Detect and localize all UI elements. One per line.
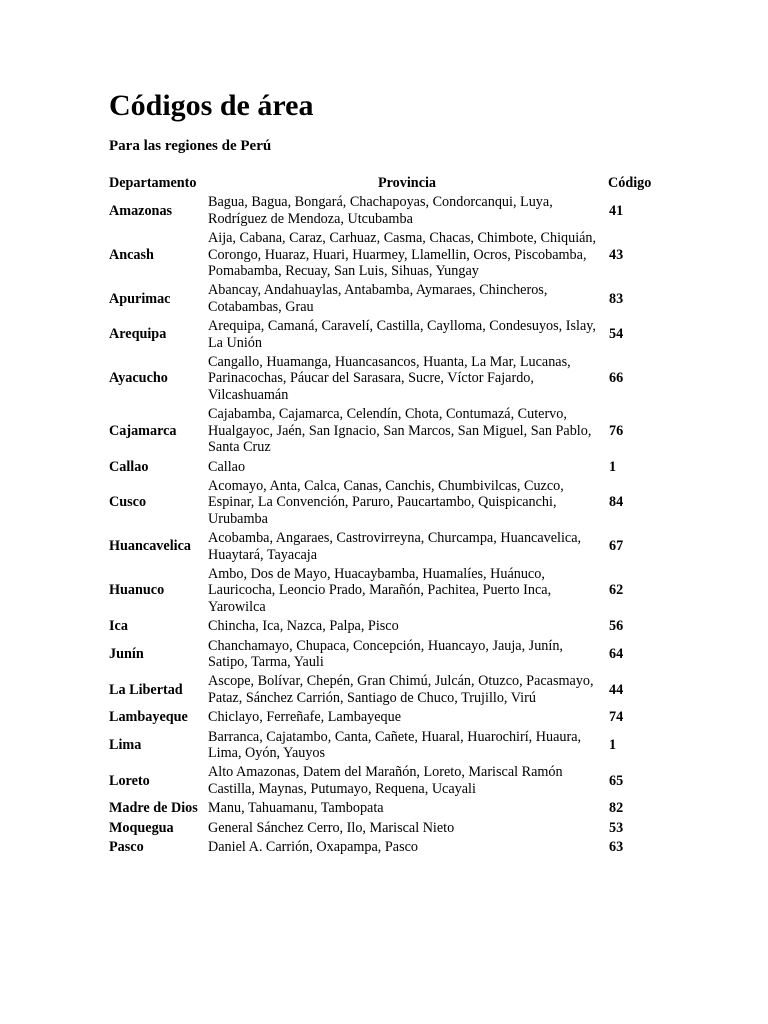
table-row [107,317,662,353]
codigo-cell: 64 [609,645,624,662]
provincia-cell: Bagua, Bagua, Bongará, Chachapoyas, Condorcanqui, Luya, Rodríguez de Mendoza, Utcubamba [208,194,553,227]
header-provincia: Provincia [377,175,437,191]
departamento-cell: Arequipa [109,326,167,343]
codigo-cell: 43 [609,246,624,263]
page-subtitle: Para las regiones de Perú [109,138,272,154]
departamento-cell: Loreto [109,772,150,789]
provincia-cell: Daniel A. Carrión, Oxapampa, Pasco [208,839,418,856]
table-row [107,637,662,673]
departamento-cell: Ica [109,618,128,635]
codigo-cell: 74 [609,709,624,726]
departamento-cell: Huancavelica [109,538,191,555]
table-header-row [107,174,662,193]
departamento-cell: Huanuco [109,582,165,599]
departamento-cell: Cajamarca [109,422,177,439]
table-row [107,529,662,565]
provincia-cell: Chincha, Ica, Nazca, Palpa, Pisco [208,618,399,635]
provincia-cell: Ambo, Dos de Mayo, Huacaybamba, Huamalíes, Huánuco, Lauricocha, Leoncio Prado, Marañón, Pachitea, Puerto Inca, Yarowilca [208,565,552,615]
table-row [107,405,662,457]
codigo-cell: 65 [609,772,624,789]
page-title: Códigos de área [109,89,314,122]
table-row [107,708,662,727]
provincia-cell: Acomayo, Anta, Calca, Canas, Canchis, Chumbivilcas, Cuzco, Espinar, La Convención, Paruro, Paucartambo, Quispicanchi, Urubamba [208,477,564,527]
table-row [107,281,662,317]
table-row [107,458,662,477]
codigo-cell: 62 [609,582,624,599]
table-row [107,193,662,229]
provincia-cell: Callao [208,458,246,475]
codigo-cell: 44 [609,681,624,698]
table-row [107,728,662,764]
departamento-cell: Callao [109,458,149,475]
provincia-cell: Aija, Cabana, Caraz, Carhuaz, Casma, Chacas, Chimbote, Chiquián, Corongo, Huaraz, Huari, Huarmey, Llamellin, Ocros, Piscobamba, Pomabamba, Recuay, San Luis, Sihuas, Yungay [208,230,597,280]
departamento-cell: Lima [109,736,142,753]
table-row [107,617,662,636]
table-row [107,799,662,818]
codigo-cell: 1 [609,458,617,475]
area-codes-table [107,174,662,857]
codigo-cell: 66 [609,370,624,387]
table-row [107,838,662,857]
departamento-cell: Pasco [109,839,144,856]
departamento-cell: Cusco [109,494,147,511]
codigo-cell: 84 [609,494,624,511]
provincia-cell: Barranca, Cajatambo, Canta, Cañete, Huaral, Huarochirí, Huaura, Lima, Oyón, Yauyos [208,728,582,761]
codigo-cell: 53 [609,819,624,836]
codigo-cell: 54 [609,326,624,343]
provincia-cell: Cangallo, Huamanga, Huancasancos, Huanta, La Mar, Lucanas, Parinacochas, Páucar del Sarasara, Sucre, Víctor Fajardo, Vilcashuamán [208,354,571,403]
provincia-cell: Alto Amazonas, Datem del Marañón, Loreto, Mariscal Ramón Castilla, Maynas, Putumayo, Requena, Ucayali [208,764,563,797]
provincia-cell: Manu, Tahuamanu, Tambopata [208,800,384,817]
table-row [107,353,662,405]
provincia-cell: Abancay, Andahuaylas, Antabamba, Aymaraes, Chincheros, Cotabambas, Grau [208,282,548,315]
codigo-cell: 67 [609,538,624,555]
table-row [107,672,662,708]
departamento-cell: Lambayeque [109,709,188,726]
header-departamento: Departamento [109,175,197,191]
table-body [107,193,662,857]
provincia-cell: Arequipa, Camaná, Caravelí, Castilla, Caylloma, Condesuyos, Islay, La Unión [208,318,596,351]
table-row [107,763,662,799]
table-row [107,819,662,838]
codigo-cell: 56 [609,618,624,635]
provincia-cell: General Sánchez Cerro, Ilo, Mariscal Nieto [208,819,455,836]
departamento-cell: Apurimac [109,290,171,307]
provincia-cell: Acobamba, Angaraes, Castrovirreyna, Churcampa, Huancavelica, Huaytará, Tayacaja [208,530,582,563]
header-codigo: Código [608,175,652,191]
codigo-cell: 83 [609,290,624,307]
departamento-cell: Ancash [109,246,154,263]
departamento-cell: Ayacucho [109,370,168,387]
provincia-cell: Cajabamba, Cajamarca, Celendín, Chota, Contumazá, Cutervo, Hualgayoc, Jaén, San Ignacio, San Marcos, San Miguel, San Pablo, Santa Cruz [208,406,592,456]
codigo-cell: 82 [609,800,624,817]
table-row [107,477,662,529]
codigo-cell: 63 [609,839,624,856]
table-row [107,229,662,281]
departamento-cell: Madre de Dios [109,800,198,817]
departamento-cell: Amazonas [109,202,173,219]
provincia-cell: Chiclayo, Ferreñafe, Lambayeque [208,709,402,726]
codigo-cell: 41 [609,202,624,219]
departamento-cell: Moquegua [109,819,174,836]
codigo-cell: 76 [609,422,624,439]
table-row [107,565,662,617]
departamento-cell: La Libertad [109,681,183,698]
codigo-cell: 1 [609,736,617,753]
provincia-cell: Chanchamayo, Chupaca, Concepción, Huancayo, Jauja, Junín, Satipo, Tarma, Yauli [208,637,563,670]
provincia-cell: Ascope, Bolívar, Chepén, Gran Chimú, Julcán, Otuzco, Pacasmayo, Pataz, Sánchez Carrión, Santiago de Chuco, Trujillo, Virú [208,673,594,706]
departamento-cell: Junín [109,645,144,662]
